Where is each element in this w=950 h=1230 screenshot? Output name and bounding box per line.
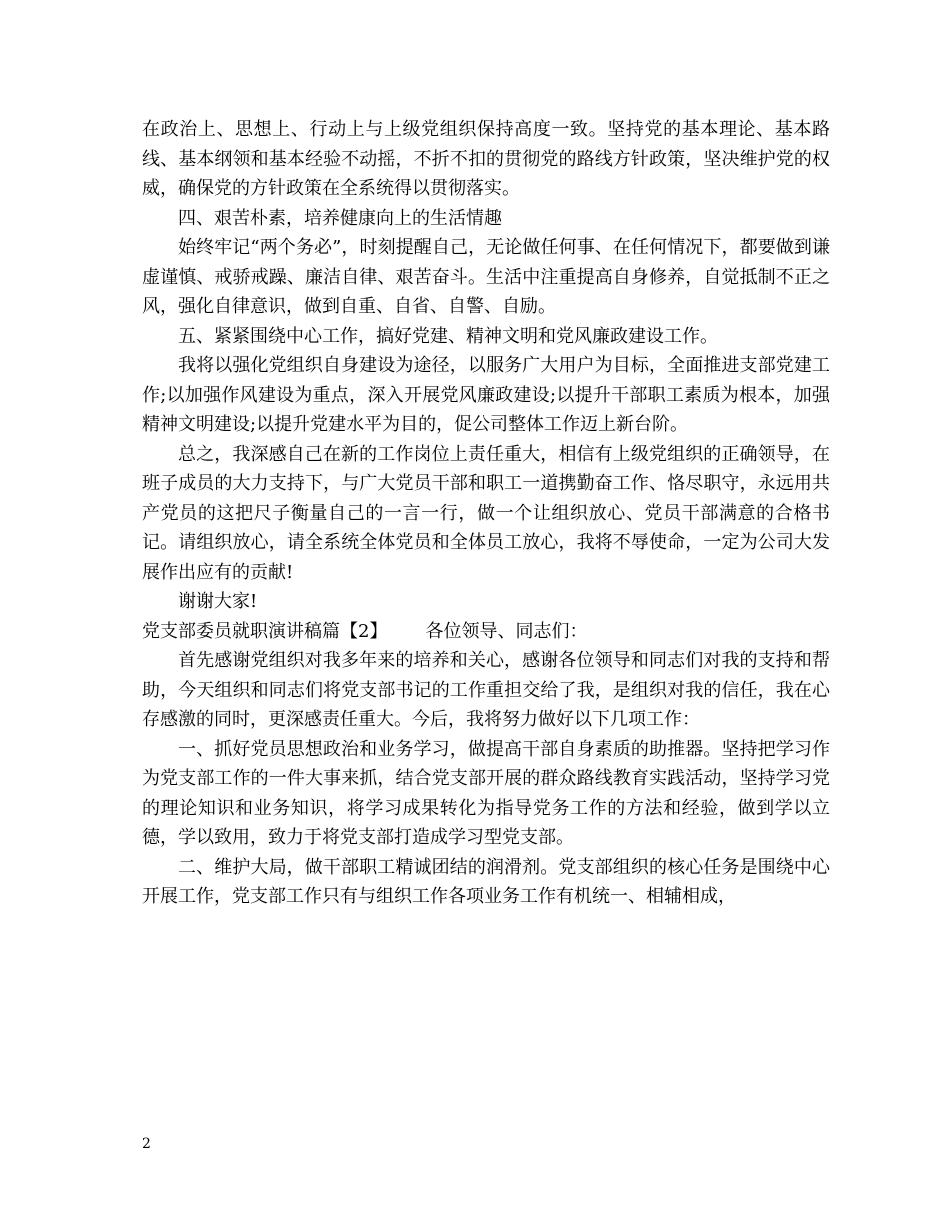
paragraph: 一、抓好党员思想政治和业务学习，做提高干部自身素质的助推器。坚持把学习作为党支部工作的一件大事来抓，结合党支部开展的群众路线教育实践活动，坚持学习党的理论知识和业务知识，将学习成果转化为指导党务工作的方法和经验，做到学以立德，学以致用，致力于将党支部打造成学习型党支部。 <box>142 738 830 848</box>
paragraph: 始终牢记“两个务必”，时刻提醒自己，无论做任何事、在任何情况下，都要做到谦虚谨慎、戒骄戒躁、廉洁自律、艰苦奋斗。生活中注重提高自身修养，自觉抵制不正之风，强化自律意识，做到自重、自省、自警、自励。 <box>142 237 830 317</box>
section-heading: 五、紧紧围绕中心工作，搞好党建、精神文明和党风廉政建设工作。 <box>178 325 718 347</box>
document-body <box>142 115 830 912</box>
article-heading-line <box>142 617 830 647</box>
paragraph: 总之，我深感自己在新的工作岗位上责任重大，相信有上级党组织的正确领导，在班子成员的大力支持下，与广大党员干部和职工一道携勤奋工作、恪尽职守，永远用共产党员的这把尺子衡量自己的一言一行，做一个让组织放心、党员干部满意的合格书记。请组织放心，请全系统全体党员和全体员工放心，我将不辱使命，一定为公司大发展作出应有的贡献! <box>142 443 830 583</box>
paragraph: 首先感谢党组织对我多年来的培养和关心，感谢各位领导和同志们对我的支持和帮助，今天组织和同志们将党支部书记的工作重担交给了我，是组织对我的信任，我在心存感激的同时，更深感责任重大。今后，我将努力做好以下几项工作： <box>142 650 830 730</box>
closing-remark: 谢谢大家! <box>178 591 258 612</box>
paragraph: 在政治上、思想上、行动上与上级党组织保持高度一致。坚持党的基本理论、基本路线、基本纲领和基本经验不动摇，不折不扣的贯彻党的路线方针政策，坚决维护党的权威，确保党的方针政策在全系统得以贯彻落实。 <box>142 119 830 199</box>
salutation: 各位领导、同志们： <box>425 620 588 642</box>
page-number: 2 <box>142 1136 151 1152</box>
article-title: 党支部委员就职演讲稿篇【2】 <box>142 620 388 642</box>
section-heading: 四、艰苦朴素，培养健康向上的生活情趣 <box>178 207 502 229</box>
paragraph: 二、维护大局，做干部职工精诚团结的润滑剂。党支部组织的核心任务是围绕中心开展工作，党支部工作只有与组织工作各项业务工作有机统一、相辅相成， <box>142 856 830 907</box>
paragraph: 我将以强化党组织自身建设为途径，以服务广大用户为目标，全面推进支部党建工作;以加强作风建设为重点，深入开展党风廉政建设;以提升干部职工素质为根本，加强精神文明建设;以提升党建水平为目的，促公司整体工作迈上新台阶。 <box>142 355 830 435</box>
